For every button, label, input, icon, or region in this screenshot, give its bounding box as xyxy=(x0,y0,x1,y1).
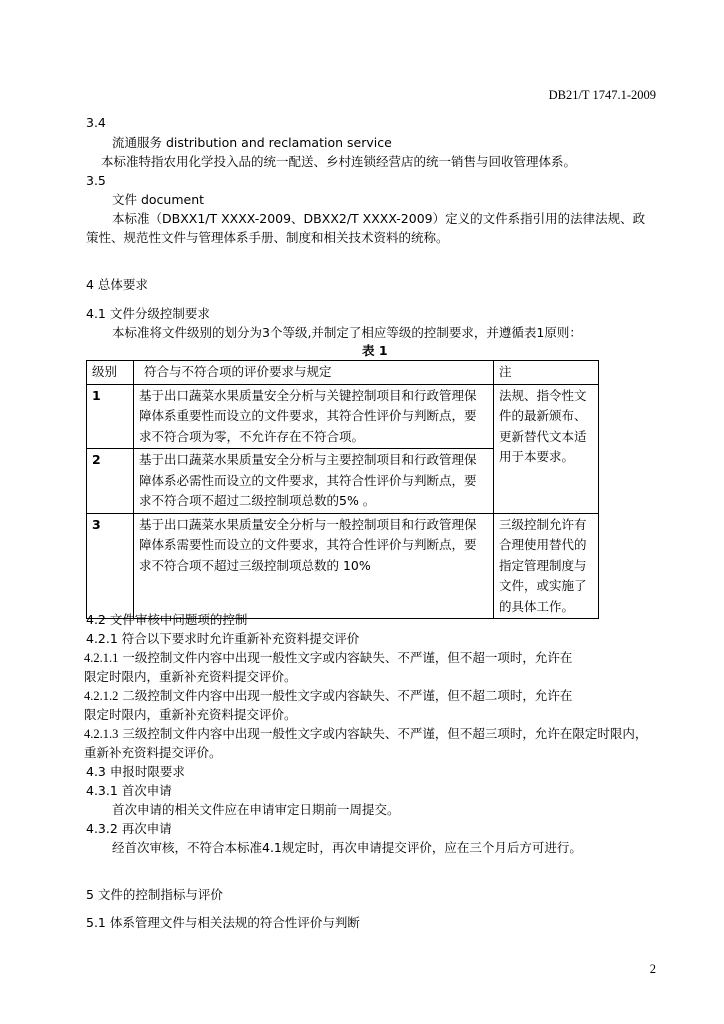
item-4-2-1-3 xyxy=(84,725,647,743)
note-line: 的具体工作。 xyxy=(499,598,575,614)
row-level: 1 xyxy=(87,384,134,449)
header-note: 注 xyxy=(494,361,599,385)
section-5-heading: 5 文件的控制指标与评价 xyxy=(86,887,223,902)
section-4-3-heading: 4.3 申报时限要求 xyxy=(86,764,185,779)
row-requirement-line: 求不符合项为零，不允许存在不符合项。 xyxy=(139,428,365,444)
row-requirement-line: 求不符合项不超过三级控制项总数的 10% xyxy=(139,557,371,573)
item-number: 4.2.1.2 xyxy=(84,689,119,703)
note-line: 文件，或实施了 xyxy=(499,578,587,593)
item-4-2-1-1-cont: 限定时限内，重新补充资料提交评价。 xyxy=(84,669,297,684)
section-3-5-definition-line2: 策性、规范性文件与管理体系手册、制度和相关技术资料的统称。 xyxy=(86,230,449,245)
section-4-3-2-text: 经首次审核，不符合本标准4.1规定时，再次申请提交评价，应在三个月后方可进行。 xyxy=(112,840,582,855)
section-5-1-heading: 5.1 体系管理文件与相关法规的符合性评价与判断 xyxy=(86,915,360,930)
table-header-row xyxy=(87,361,599,385)
row-requirement-line: 基于出口蔬菜水果质量安全分析与一般控制项目和行政管理保 xyxy=(139,516,477,532)
table-1-caption: 表 1 xyxy=(362,343,388,358)
note-line: 合理使用替代的 xyxy=(499,537,587,552)
section-3-5-number: 3.5 xyxy=(86,173,106,188)
note-levels-1-2 xyxy=(494,384,599,513)
item-4-2-1-1 xyxy=(84,649,572,667)
row-requirement-line: 障体系重要性而设立的文件要求，其符合性评价与判断点，要 xyxy=(139,408,477,423)
section-4-1-heading: 4.1 文件分级控制要求 xyxy=(86,306,210,321)
section-4-3-1-text: 首次申请的相关文件应在申请审定日期前一周提交。 xyxy=(112,802,400,817)
header-requirements: 符合与不符合项的评价要求与规定 xyxy=(134,361,494,385)
note-line: 法规、指令性文 xyxy=(499,387,587,403)
row-requirement-line: 求不符合项不超过二级控制项总数的5% 。 xyxy=(139,493,376,508)
note-line: 件的最新颁布、 xyxy=(499,408,587,423)
item-4-2-1-2-cont: 限定时限内，重新补充资料提交评价。 xyxy=(84,707,297,722)
section-4-2-heading: 4.2 文件审核中问题项的控制 xyxy=(86,612,248,627)
section-3-4-term: 流通服务 distribution and reclamation service xyxy=(112,135,392,150)
item-text: 二级控制文件内容中出现一般性文字或内容缺失、不严谨，但不超二项时，允许在 xyxy=(118,688,573,703)
note-line: 三级控制允许有 xyxy=(499,516,587,532)
table-row xyxy=(87,513,599,619)
item-text: 三级控制文件内容中出现一般性文字或内容缺失、不严谨，但不超三项时，允许在限定时限内， xyxy=(118,726,648,741)
section-3-4-number: 3.4 xyxy=(86,115,106,130)
page-number: 2 xyxy=(649,962,656,976)
item-text: 一级控制文件内容中出现一般性文字或内容缺失、不严谨，但不超一项时，允许在 xyxy=(118,650,573,665)
note-line: 用于本要求。 xyxy=(499,449,575,464)
item-4-2-1-2 xyxy=(84,687,572,705)
section-4-3-2-heading: 4.3.2 再次申请 xyxy=(86,821,172,836)
item-number: 4.2.1.1 xyxy=(84,651,119,665)
row-requirement-line: 基于出口蔬菜水果质量安全分析与关键控制项目和行政管理保 xyxy=(139,387,477,403)
item-number: 4.2.1.3 xyxy=(84,727,119,741)
note-line: 指定管理制度与 xyxy=(499,557,587,573)
row-requirement xyxy=(134,449,494,514)
section-4-1-intro: 本标准将文件级别的划分为3个等级,并制定了相应等级的控制要求，并遵循表1原则： xyxy=(112,325,582,340)
header-level: 级别 xyxy=(87,361,134,385)
row-level: 3 xyxy=(87,513,134,619)
section-4-2-1-heading: 4.2.1 符合以下要求时允许重新补充资料提交评价 xyxy=(86,631,360,646)
row-requirement-line: 障体系必需性而设立的文件要求，其符合性评价与判断点，要 xyxy=(139,472,477,488)
document-code: DB21/T 1747.1-2009 xyxy=(548,88,656,102)
row-level: 2 xyxy=(87,449,134,514)
table-row xyxy=(87,384,599,449)
row-requirement-line: 基于出口蔬菜水果质量安全分析与主要控制项目和行政管理保 xyxy=(139,452,477,467)
row-requirement-line: 障体系需要性而设立的文件要求，其符合性评价与判断点，要 xyxy=(139,537,477,552)
section-4-heading: 4 总体要求 xyxy=(86,277,148,292)
section-3-5-definition-line1: 本标准（DBXX1/T XXXX-2009、DBXX2/T XXXX-2009）定义的文件系指引用的法律法规、政 xyxy=(112,211,646,226)
row-requirement xyxy=(134,513,494,619)
note-line: 更新替代文本适 xyxy=(499,428,587,444)
row-requirement xyxy=(134,384,494,449)
section-3-4-definition: 本标准特指农用化学投入品的统一配送、乡村连锁经营店的统一销售与回收管理体系。 xyxy=(101,154,577,169)
section-4-3-1-heading: 4.3.1 首次申请 xyxy=(86,783,172,798)
section-3-5-term: 文件 document xyxy=(112,192,205,207)
note-level-3 xyxy=(494,513,599,619)
item-4-2-1-3-cont: 重新补充资料提交评价。 xyxy=(84,745,222,760)
table-1 xyxy=(86,360,599,619)
